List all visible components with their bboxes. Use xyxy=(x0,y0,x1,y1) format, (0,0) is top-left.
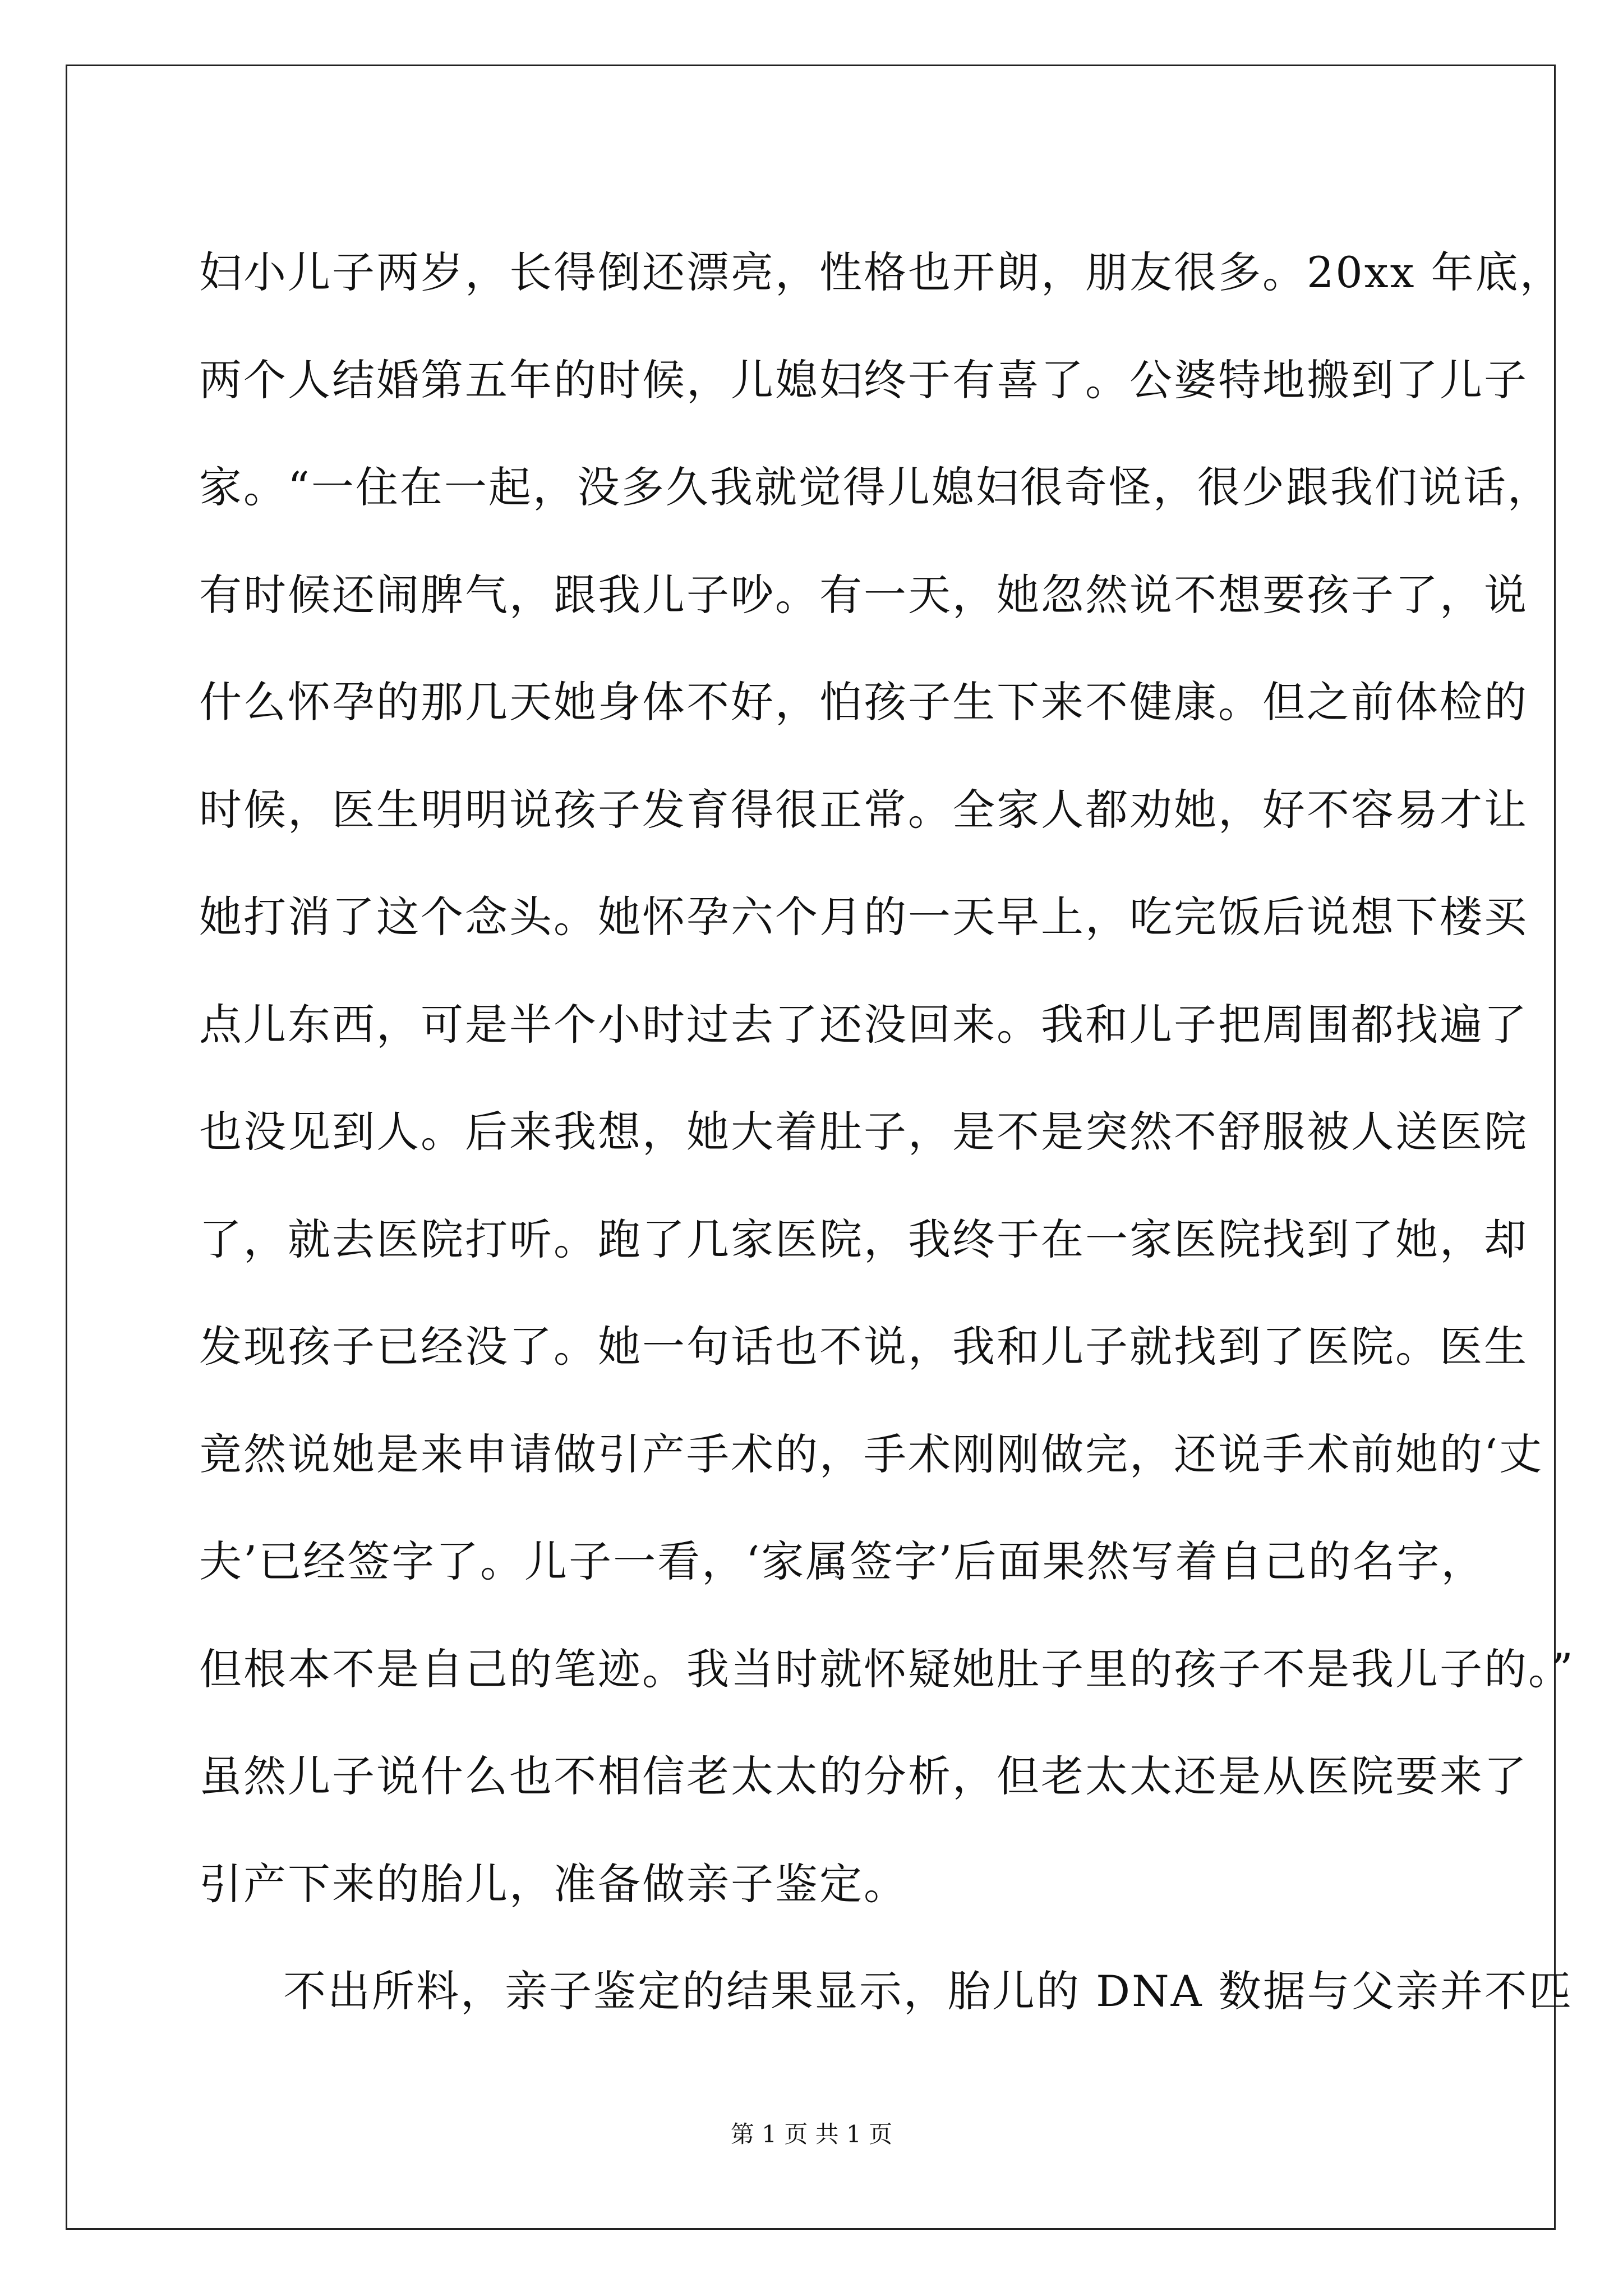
text-line: 夫’已经签字了。儿子一看，‘家属签字’后面果然写着自己的名字， xyxy=(199,1536,1486,1586)
paragraph-start-line: 不出所料，亲子鉴定的结果显示，胎儿的 DNA 数据与父亲并不匹 xyxy=(283,1966,1573,2016)
text-line: 了，就去医院打听。跑了几家医院，我终于在一家医院找到了她，却 xyxy=(199,1214,1528,1264)
text-line: 时候，医生明明说孩子发育得很正常。全家人都劝她，好不容易才让 xyxy=(199,784,1528,835)
text-line: 竟然说她是来申请做引产手术的，手术刚刚做完，还说手术前她的‘丈 xyxy=(199,1429,1544,1479)
text-line: 发现孩子已经没了。她一句话也不说，我和儿子就找到了医院。医生 xyxy=(199,1322,1528,1372)
text-line: 家。“一住在一起，没多久我就觉得儿媳妇很奇怪，很少跟我们说话， xyxy=(199,462,1552,512)
text-line: 妇小儿子两岁，长得倒还漂亮，性格也开朗，朋友很多。20xx 年底， xyxy=(199,247,1564,297)
text-line: 她打消了这个念头。她怀孕六个月的一天早上，吃完饭后说想下楼买 xyxy=(199,892,1528,942)
text-line: 两个人结婚第五年的时候，儿媳妇终于有喜了。公婆特地搬到了儿子 xyxy=(199,355,1528,405)
text-line: 什么怀孕的那几天她身体不好，怕孩子生下来不健康。但之前体检的 xyxy=(199,677,1528,727)
page-footer: 第 1 页 共 1 页 xyxy=(730,2120,893,2148)
text-line: 虽然儿子说什么也不相信老太太的分析，但老太太还是从医院要来了 xyxy=(199,1751,1528,1801)
text-line: 有时候还闹脾气，跟我儿子吵。有一天，她忽然说不想要孩子了，说 xyxy=(199,569,1528,620)
text-line: 点儿东西，可是半个小时过去了还没回来。我和儿子把周围都找遍了 xyxy=(199,999,1528,1050)
text-line: 但根本不是自己的笔迹。我当时就怀疑她肚子里的孩子不是我儿子的。” xyxy=(199,1644,1575,1694)
text-line: 引产下来的胎儿，准备做亲子鉴定。 xyxy=(199,1858,908,1909)
document-body xyxy=(199,219,1575,2045)
text-line: 也没见到人。后来我想，她大着肚子，是不是突然不舒服被人送医院 xyxy=(199,1107,1528,1157)
